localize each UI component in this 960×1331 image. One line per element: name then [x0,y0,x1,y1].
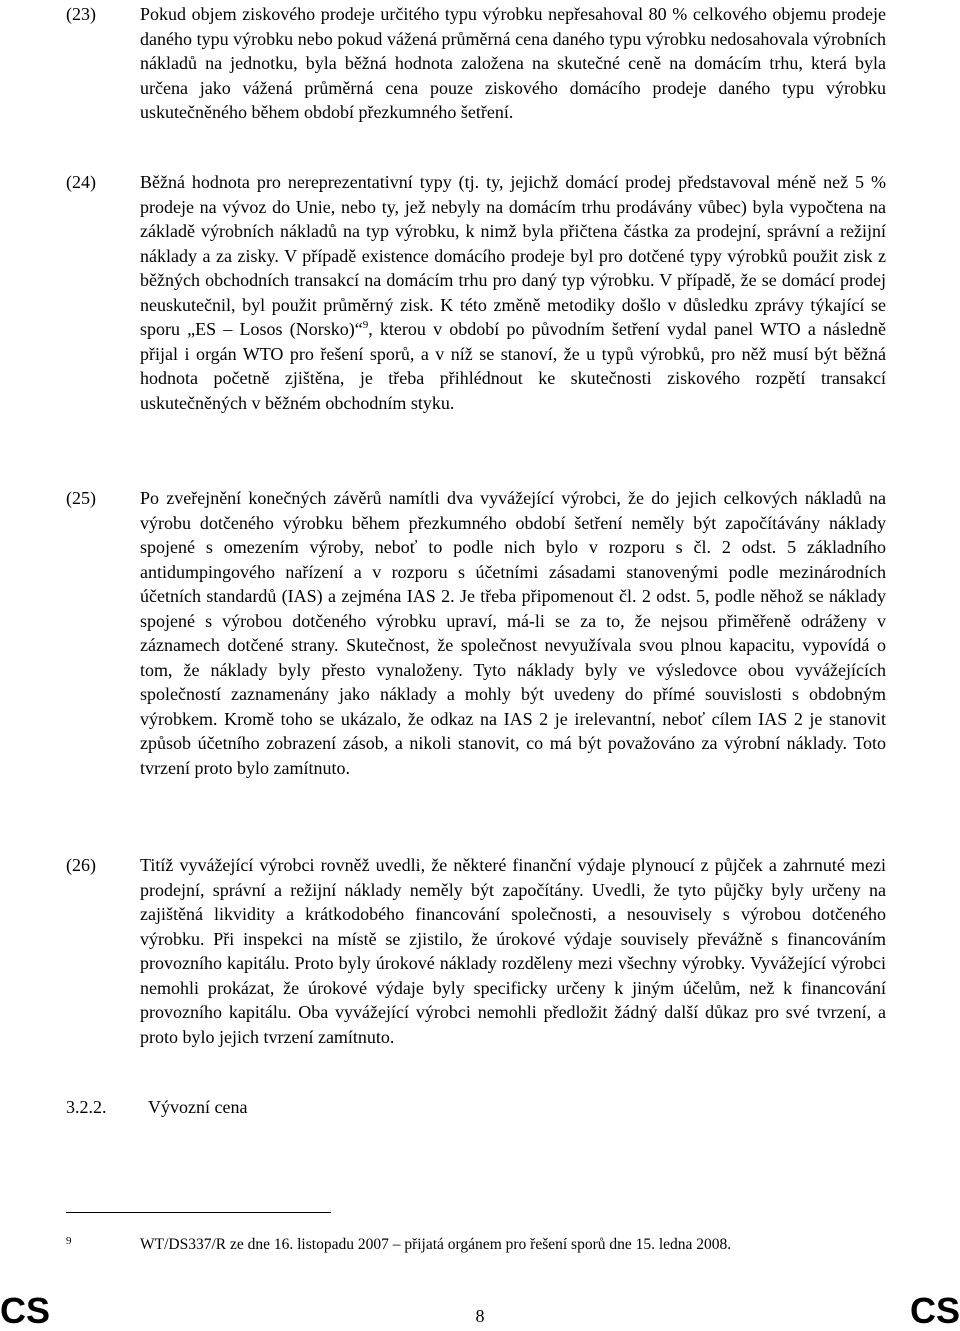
section-number: 3.2.2. [66,1097,107,1117]
paragraph-25 [66,486,886,780]
footnote [66,1234,896,1256]
footnote-text: WT/DS337/R ze dne 16. listopadu 2007 – přijatá orgánem pro řešení sporů dne 15. ledna 2008. [140,1236,732,1253]
language-code-left: CS [0,1290,51,1331]
paragraph-24 [66,170,886,415]
language-code-right: CS [909,1290,960,1331]
paragraph-text: Po zveřejnění konečných závěrů namítli dva vyvážející výrobci, že do jejich celkových nákladů na výrobu dotčeného výrobku během přezkumného období šetření neměly být započítávány náklady spojené s omezením výroby, neboť to podle nich bylo v rozporu s čl. 2 odst. 5 základního antidumpingového nařízení a v rozporu s účetními zásadami stanovenými podle mezinárodních účetních standardů (IAS) a zejména IAS 2. Je třeba připomenout čl. 2 odst. 5, podle něhož se náklady spojené s výrobou dotčeného výrobku upraví, má-li se za to, že nejsou přiměřeně odráženy v záznamech dotčené strany. Skutečnost, že společnost nevyužívala svou plnou kapacitu, vypovídá o tom, že náklady byly přesto vynaloženy. Tyto náklady byly ve výsledovce obou vyvážejících společností zaznamenány jako náklady a mohly být uvedeny do přímé souvislosti s obdobným výrobkem. Kromě toho se ukázalo, že odkaz na IAS 2 je irelevantní, neboť cílem IAS 2 je stanovit způsob účetního zobrazení zásob, a nikoli stanovit, co má být považováno za výrobní náklady. Toto tvrzení proto bylo zamítnuto. [140,488,886,778]
paragraph-number: (24) [66,172,96,192]
paragraph-text: Pokud objem ziskového prodeje určitého typu výrobku nepřesahoval 80 % celkového objemu prodeje daného typu výrobku nebo pokud vážená průměrná cena daného typu výrobku nedosahovala výrobních nákladů na jednotku, byla běžná hodnota založena na skutečné ceně na domácím trhu, která byla určena jako vážená průměrná cena pouze ziskového domácího prodeje daného typu výrobku uskutečněného během období přezkumného šetření. [140,4,886,122]
section-heading [66,1095,247,1120]
paragraph-number: (26) [66,855,96,875]
paragraph-number: (25) [66,488,96,508]
section-title: Vývozní cena [148,1097,248,1117]
paragraph-text [140,170,886,415]
footnote-reference: 9 [362,319,369,331]
footnote-separator [66,1212,331,1213]
footnote-number: 9 [66,1235,72,1247]
paragraph-26 [66,853,886,1049]
paragraph-text: Titíž vyvážející výrobci rovněž uvedli, že některé finanční výdaje plynoucí z půjček a zahrnuté mezi prodejní, správní a režijní náklady neměly být započítány. Uvedli, že tyto půjčky byly určeny na zajištěná likvidity a krátkodobého financování společnosti, a nesouvisely s výrobou dotčeného výrobku. Při inspekci na místě se zjistilo, že úrokové výdaje souvisely převážně s financováním provozního kapitálu. Proto byly úrokové náklady rozděleny mezi všechny výrobky. Vyvážející výrobci nemohli prokázat, že úrokové výdaje byly specificky určeny k jiným účelům, než k financování provozního kapitálu. Oba vyvážející výrobci nemohli předložit žádný další důkaz pro své tvrzení, a proto bylo jejich tvrzení zamítnuto. [140,855,886,1047]
paragraph-text-part: , kterou v období po původním šetření vydal panel WTO a následně přijal i orgán WTO pro řešení sporů, a v níž se stanoví, že u typů výrobků, pro něž musí být běžná hodnota početně zjištěna, je třeba přihlédnout ke skutečnosti ziskového rozpětí transakcí uskutečněných v běžném obchodním styku. [140,319,886,413]
paragraph-23 [66,2,886,125]
paragraph-text-part: Běžná hodnota pro nereprezentativní typy (tj. ty, jejichž domácí prodej představoval méně než 5 % prodeje na vývoz do Unie, nebo ty, jež nebyly na domácím trhu prodávány vůbec) byla vypočtena na základě výrobních nákladů na typ výrobku, k nimž byla přičtena částka za prodejní, správní a režijní náklady a za zisky. V případě existence domácího prodeje byl pro dotčené typy výrobků použit zisk z běžných obchodních transakcí na domácím trhu pro daný typ výrobku. V případě, že se domácí prodej neuskutečnil, byl použit průměrný zisk. K této změně metodiky došlo v důsledku zprávy týkající se sporu „ES – Losos (Norsko)“ [140,172,886,339]
paragraph-number: (23) [66,4,96,24]
page-number: 8 [475,1306,485,1326]
